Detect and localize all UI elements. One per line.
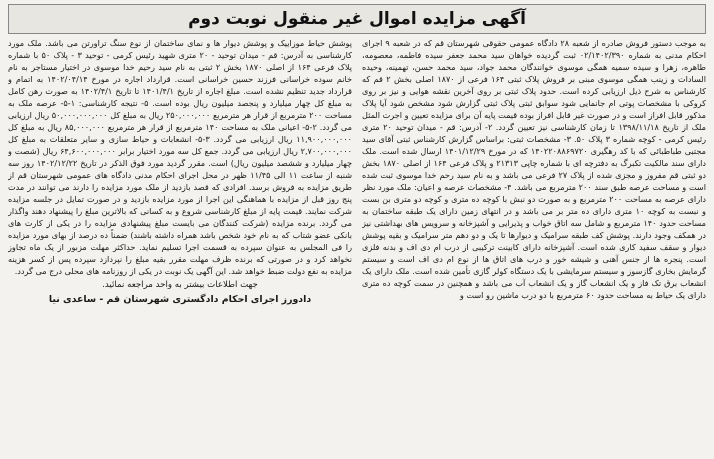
signature-line: دادورز اجرای احکام دادگستری شهرستان قم - ساعدی نیا <box>48 294 312 305</box>
title-bar <box>8 4 706 34</box>
notice-title: آگهی مزایده اموال غیر منقول نوبت دوم <box>188 9 526 29</box>
right-column-text: به موجب دستور فروش صادره از شعبه ۲۸ دادگاه عمومی حقوقی شهرستان قم که در شعبه ۹ اجرای احکام مدنی به شماره ۰۲/۱۴۰۲/۳۹۰ ثبت گردیده خواهان سید محمد جعفر سیده فاطمه، معصومه، طاهره، زهرا و سیده سمیه همگی موسوی خوانندگان محمد جواد، سید محمد حسن، تهمینه، وحیده السادات و زینب همگی موسوی مبنی بر فروش پلاک ثبتی ۱۶۴ فرعی از ۱۸۷۰ اصلی بخش ۲ قم که کارشناس به شرح ذیل ارزیابی کرده است. حدود پلاک ثبتی بر روی آخرین نقشه هوایی و نیز بر روی کروکی با مشخصات پوتی ام جانمایی شود سوابق ثبتی پلاک ثبتی گزارش شود مشخص شود آیا پلاک مذکور قابل افراز است و در صورت غیر قابل افراز بوده قیمت پایه آن برای مزایده تعیین و اجرت المثل ملک از تاریخ ۱۳۹۸/۱۱/۱۸ تا زمان کارشناسی نیز تعیین گردد. ۲- آدرس: قم - میدان توحید ۲۰ متری رئیس کرمی - کوچه شماره ۳ پلاک ۵۰. ۳- مشخصات ثبتی: براساس گزارش کارشناس ثبتی آقای سید مجتبی طباطبائی که با کد رهگیری ۱۴۰۲۲۰۸۸۶۹۷۲۰ که در مورخ ۱۴۰۱/۱۲/۲۹ ارسال شده است. ملک دارای سند مالکیت تکبرگ به دفترچه ای با شماره چاپی ۲۱۳۱۳ و پلاک فرعی ۱۶۴ از اصلی ۱۸۷۰ بخش دو ثبتی قم مفروز و مجزی شده از پلاک ۲۷ فرعی می باشد و به نام سید رحم خدا موسوی ثبت شده است و مساحت عرصه طبق سند ۲۰۰ مترمربع می باشد. ۴- مشخصات عرصه و اعیان: ملک مورد نظر دارای عرصه به مساحت ۲۰۰ مترمربع و به صورت دو نبش با کوچه ده متری و کوچه دو متری بن بست و نبست به کوچه ۱۰ متری دارای ده متر بر می باشد و در انتهای زمین دارای یک طبقه ساختمان به مساحت حدود ۱۴۰ مترمربع و شامل سه اتاق خواب و پذیرایی و آشپزخانه و سرویس های بهداشتی نیز در همکف وجود دارند. پوشش کف طبقه سرامیک و دیوارها تا یک و دو دهم متر سرامیک و بقیه پوشش دیوار و سقف سفید کاری شده است. آشپزخانه دارای کابینت ترکیبی از درب ام دی اف و بدنه فلزی است. پنجره ها از جنس آهنی و شیشه خور و درب های اتاق ها از نوع ام دی اف است و سیستم گرمایش بخاری گازسوز و سیستم سرمایشی با یک دستگاه کولر گازی تأمین شده است. ملک دارای یک انشعاب برق تک فاز و یک انشعاب گاز و یک انشعاب آب می باشد و همچنین در سمت کوچه ده متری دارای یک حیاط به مساحت حدود ۶۰ مترمربع با دو درب ماشین رو است و <box>362 38 706 300</box>
left-column <box>8 37 352 455</box>
right-column <box>362 37 706 455</box>
left-column-text: پوشش حیاط موزاییک و پوشش دیوار ها و نمای ساختمان از نوع سنگ تراورتن می باشد. ملک مورد کارشناسی به آدرس: قم - میدان توحید - ۲۰ متری شهید رئیس کرمی - توحید ۳ - پلاک ۵۰ با شماره پلاک فرعی ۱۶۴ از اصلی ۱۸۷۰ بخش ۲ ثبتی به نام سید رحیم خدا موسوی در اختیار مستاجر به نام خانم سوده خراسانی فرزند حسین خراسانی است. قرارداد اجاره در مورخ ۱۴۰۲/۰۴/۱۴ به اتمام و قرارداد جدید تنظیم نشده است. مبلغ اجاره از تاریخ ۱۴۰۱/۴/۱ تا تاریخ ۱۴۰۲/۴/۱ به صورت رهن کامل به مبلغ کل چهار میلیارد و پنجصد میلیون ریال بوده است. ۵- نتیجه کارشناسی: ۱-۵- عرصه ملک به مساحت ۲۰۰ مترمربع از قرار هر مترمربع ۲۵۰,۰۰۰,۰۰۰ ریال به مبلغ کل ۵۰,۰۰۰,۰۰۰,۰۰۰ ریال ارزیابی می گردد. ۲-۵- اعیانی ملک به مساحت ۱۴۰ مترمربع از قرار هر مترمربع ۸۵,۰۰۰,۰۰۰ ریال به مبلغ کل ۱۱,۹۰۰,۰۰۰,۰۰۰ ریال ارزیابی می گردد. ۳-۵- انشعابات و حیاط سازی و سایر متعلقات به مبلغ کل ۲,۷۰۰,۰۰۰,۰۰۰ ریال ارزیابی می گردد. جمع کل سه مورد اختیار برابر ۶۴,۶۰۰,۰۰۰,۰۰۰ ریال (شصت و چهار میلیارد و ششصد میلیون ریال) است. مقرر گردید مورد فوق الذکر در تاریخ ۱۴۰۲/۱۲/۲۲ روز سه شنبه از ساعت ۱۱ الی ۱۱/۴۵ ظهر در محل اجرای احکام مدنی دادگاه های عمومی شهرستان قم از طریق مزایده به فروش برسد. افرادی که قصد بازدید از ملک مورد مزایده را دارند می توانند در مدت پنج روز قبل از مزایده با هماهنگی این اجرا از مورد مزایده بازدید و در صورت تمایل در جلسه مزایده شرکت نمایند. قیمت پایه از مبلغ کارشناسی شروع و به کسانی که بالاترین مبلغ را پیشنهاد دهند واگذار می گردد. برنده مزایده (شرکت کنندگان می بایست مبلغ پیشنهادی مزایده را در یکی از کارت های بانکی عضو شتاب که به نام خود شخص باشد همراه داشته باشند) ضمناً ده درصد از بهای مورد مزایده را فی المجلس به عنوان سپرده به قسمت اجرا تسلیم نماید. حداکثر مهلت مزبور از یک ماه تجاوز نخواهد کرد و در صورتی که برنده ظرف مهلت مقرر بقیه مبلغ را نپردازد سپرده پس از کسر هزینه مزایده به نفع دولت ضبط خواهد شد. این آگهی یک نوبت در یکی از روزنامه های محلی درج می گردد. <box>8 38 352 276</box>
info-line: جهت اطلاعات بیشتر به واحد مراجعه نمائید. <box>102 280 258 290</box>
notice-body <box>8 37 706 455</box>
